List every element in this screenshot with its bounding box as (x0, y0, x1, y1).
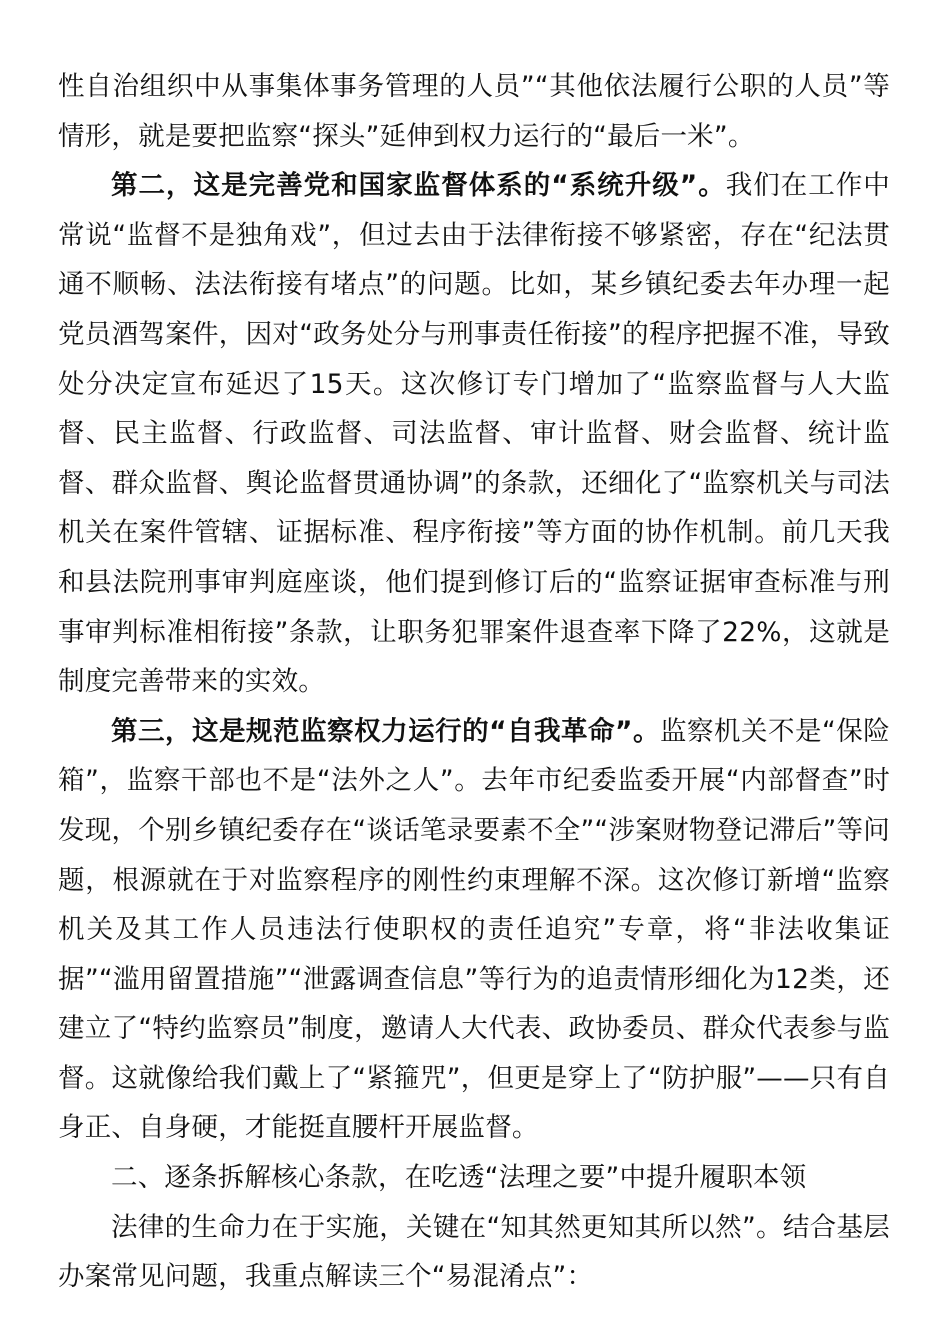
paragraph-continuation (58, 62, 890, 161)
document-page (58, 62, 890, 1302)
paragraph-lead: 第三，这是规范监察权力运行的“自我革命”。 (111, 715, 660, 747)
paragraph-text: 法律的生命力在于实施，关键在“知其然更知其所以然”。结合基层办案常见问题，我重点解读三个“易混淆点”： (58, 1211, 890, 1293)
paragraph-text: 性自治组织中从事集体事务管理的人员”“其他依法履行公职的人员”等情形，就是要把监察“探头”延伸到权力运行的“最后一米”。 (58, 71, 890, 152)
paragraph-third-point (58, 707, 890, 1153)
paragraph-lead: 第二，这是完善党和国家监督体系的“系统升级”。 (111, 170, 726, 202)
section-heading (58, 1153, 890, 1203)
paragraph-intro (58, 1203, 890, 1302)
paragraph-text: 监察机关不是“保险箱”，监察干部也不是“法外之人”。去年市纪委监委开展“内部督查”时发现，个别乡镇纪委存在“谈话笔录要素不全”“涉案财物登记滞后”等问题，根源就在于对监察程序的刚性约束理解不深。这次修订新增“监察机关及其工作人员违法行使职权的责任追究”专章，将“非法收集证据”“滥用留置措施”“泄露调查信息”等行为的追责情形细化为12类，还建立了“特约监察员”制度，邀请人大代表、政协委员、群众代表参与监督。这就像给我们戴上了“紧箍咒”，但更是穿上了“防护服”——只有自身正、自身硬，才能挺直腰杆开展监督。 (58, 715, 890, 1144)
section-heading-text: 二、逐条拆解核心条款，在吃透“法理之要”中提升履职本领 (111, 1162, 807, 1194)
paragraph-text: 我们在工作中常说“监督不是独角戏”，但过去由于法律衔接不够紧密，存在“纪法贯通不顺畅、法法衔接有堵点”的问题。比如，某乡镇纪委去年办理一起党员酒驾案件，因对“政务处分与刑事责任衔接”的程序把握不准，导致处分决定宣布延迟了15天。这次修订专门增加了“监察监督与人大监督、民主监督、行政监督、司法监督、审计监督、财会监督、统计监督、群众监督、舆论监督贯通协调”的条款，还细化了“监察机关与司法机关在案件管辖、证据标准、程序衔接”等方面的协作机制。前几天我和县法院刑事审判庭座谈，他们提到修订后的“监察证据审查标准与刑事审判标准相衔接”条款，让职务犯罪案件退查率下降了22%，这就是制度完善带来的实效。 (58, 170, 891, 698)
paragraph-second-point (58, 161, 890, 707)
